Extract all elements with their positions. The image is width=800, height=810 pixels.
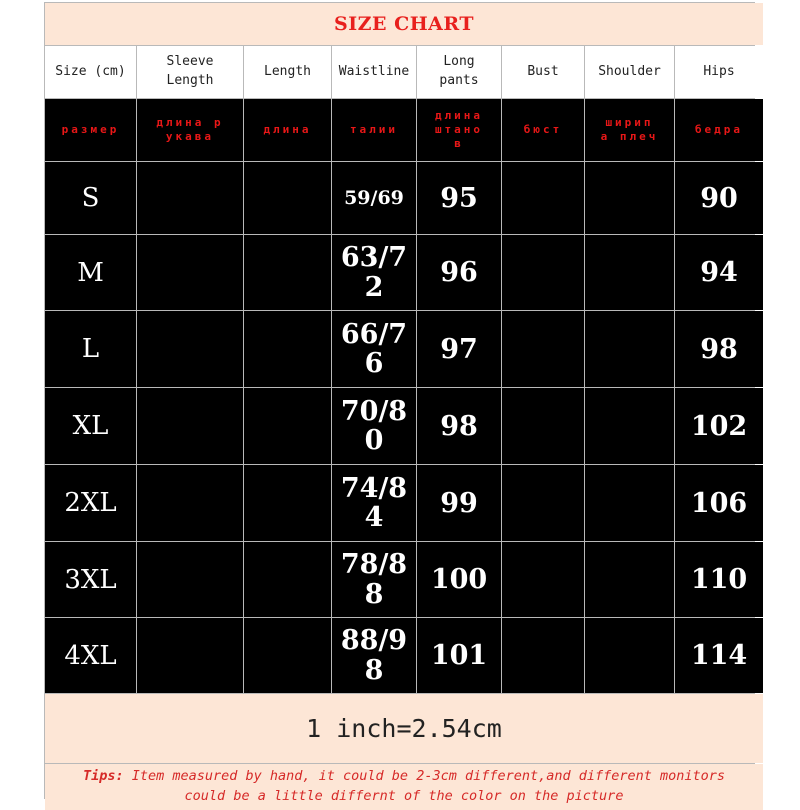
length-cell [244, 162, 331, 234]
size-cell: L [45, 311, 136, 387]
size-cell: 3XL [45, 542, 136, 617]
tips-text: Item measured by hand, it could be 2-3cm different,and different monitors could be a little differnt of the color on the picture [131, 768, 726, 804]
header-hips: Hips [675, 46, 763, 98]
hips-cell: 102 [675, 388, 763, 464]
tips-note [45, 764, 763, 810]
long-pants-cell: 98 [417, 388, 501, 464]
russian-header-long-pants: длина штано в [417, 99, 501, 161]
size-cell: 4XL [45, 618, 136, 693]
sleeve-length-cell [137, 388, 243, 464]
russian-header-bust: бюст [502, 99, 584, 161]
russian-header-shoulder: ширип а плеч [585, 99, 674, 161]
sleeve-length-cell [137, 235, 243, 310]
shoulder-cell [585, 311, 674, 387]
russian-header-sleeve-length: длина р укава [137, 99, 243, 161]
russian-header-waistline: талии [332, 99, 416, 161]
russian-header-size: размер [45, 99, 136, 161]
header-sleeve-length: Sleeve Length [137, 46, 243, 98]
hips-cell: 110 [675, 542, 763, 617]
size-cell: M [45, 235, 136, 310]
sleeve-length-cell [137, 465, 243, 541]
hips-cell: 114 [675, 618, 763, 693]
tips-label: Tips: [82, 768, 124, 785]
shoulder-cell [585, 388, 674, 464]
waistline-cell: 78/8 8 [332, 542, 416, 617]
waistline-cell: 74/8 4 [332, 465, 416, 541]
long-pants-cell: 95 [417, 162, 501, 234]
length-cell [244, 542, 331, 617]
waistline-cell: 70/8 0 [332, 388, 416, 464]
length-cell [244, 235, 331, 310]
header-bust: Bust [502, 46, 584, 98]
header-waistline: Waistline [332, 46, 416, 98]
header-length: Length [244, 46, 331, 98]
shoulder-cell [585, 465, 674, 541]
header-long-pants: Long pants [417, 46, 501, 98]
hips-cell: 98 [675, 311, 763, 387]
size-chart [44, 2, 755, 804]
length-cell [244, 618, 331, 693]
bust-cell [502, 618, 584, 693]
sleeve-length-cell [137, 162, 243, 234]
hips-cell: 90 [675, 162, 763, 234]
bust-cell [502, 465, 584, 541]
hips-cell: 106 [675, 465, 763, 541]
length-cell [244, 311, 331, 387]
sleeve-length-cell [137, 311, 243, 387]
long-pants-cell: 101 [417, 618, 501, 693]
long-pants-cell: 96 [417, 235, 501, 310]
russian-header-length: длина [244, 99, 331, 161]
size-cell: S [45, 162, 136, 234]
length-cell [244, 388, 331, 464]
long-pants-cell: 99 [417, 465, 501, 541]
waistline-cell: 88/9 8 [332, 618, 416, 693]
sleeve-length-cell [137, 542, 243, 617]
length-cell [244, 465, 331, 541]
shoulder-cell [585, 618, 674, 693]
sleeve-length-cell [137, 618, 243, 693]
bust-cell [502, 311, 584, 387]
header-shoulder: Shoulder [585, 46, 674, 98]
long-pants-cell: 100 [417, 542, 501, 617]
waistline-cell: 59/69 [332, 162, 416, 234]
waistline-cell: 66/7 6 [332, 311, 416, 387]
shoulder-cell [585, 542, 674, 617]
bust-cell [502, 235, 584, 310]
header-size: Size (cm) [45, 46, 136, 98]
chart-title: SIZE CHART [45, 3, 763, 45]
russian-header-hips: бедра [675, 99, 763, 161]
waistline-cell: 63/7 2 [332, 235, 416, 310]
hips-cell: 94 [675, 235, 763, 310]
shoulder-cell [585, 162, 674, 234]
size-cell: XL [45, 388, 136, 464]
size-cell: 2XL [45, 465, 136, 541]
inch-conversion-note: 1 inch=2.54cm [45, 694, 763, 763]
bust-cell [502, 162, 584, 234]
bust-cell [502, 542, 584, 617]
long-pants-cell: 97 [417, 311, 501, 387]
bust-cell [502, 388, 584, 464]
shoulder-cell [585, 235, 674, 310]
